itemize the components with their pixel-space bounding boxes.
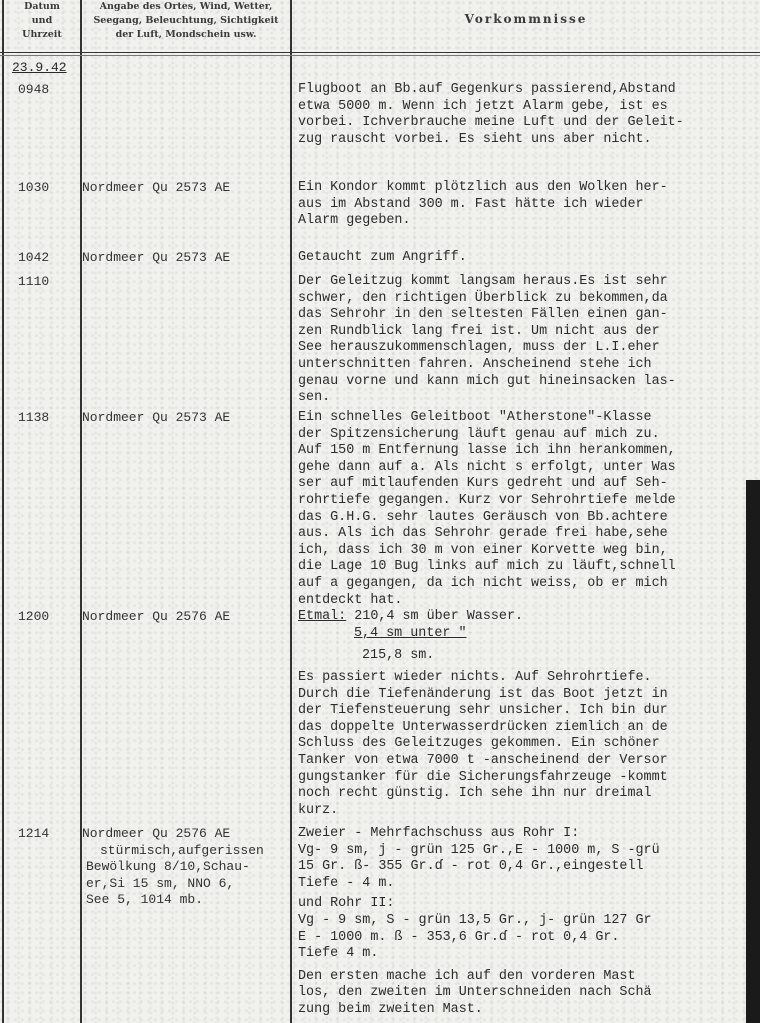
- text-line: gehe dann auf a. Als nicht s erfolgt, unter Was: [298, 459, 676, 475]
- etmal-total: 215,8 sm.: [362, 648, 435, 664]
- text-line: ich, dass ich 30 m von einer Korvette weg bin,: [298, 542, 668, 558]
- entry-etmal-1200: [298, 609, 752, 665]
- header-rule-2: [0, 55, 760, 56]
- place-line: stürmisch,aufgerissen: [100, 842, 264, 858]
- text-line: ser auf mitlaufenden Kurs gedreht und auf Seh-: [298, 476, 668, 492]
- text-line: rohrtiefe gegangen. Kurz vor Sehrohrtiefe melde: [298, 492, 676, 508]
- text-line: der Spitzensicherung läuft genau auf mich zu.: [298, 426, 660, 442]
- etmal-line-2: [298, 626, 752, 643]
- entry-place-1214: [82, 826, 264, 909]
- text-line: Der Geleitzug kommt langsam heraus.Es ist sehr: [298, 274, 668, 289]
- text-line: aus. Als ich das Sehrohr gerade frei habe,sehe: [298, 526, 668, 542]
- text-line: auf a gegangen, da ich nicht weiss, ob er mich: [298, 575, 668, 591]
- text-line: Es passiert wieder nichts. Auf Sehrohrtiefe.: [298, 670, 652, 685]
- header-date-line-3: Uhrzeit: [22, 29, 62, 40]
- text-line: Auf 150 m Entfernung lasse ich ihn herankommen,: [298, 443, 676, 459]
- text-line: noch recht günstig. Ich sehe ihn nur dreimal: [298, 786, 652, 802]
- etmal-line-3: [298, 648, 752, 665]
- entry-text-1200: [298, 670, 752, 819]
- header-place-column: [82, 0, 290, 42]
- text-line: E - 1000 m. ß - 353,6 Gr.ɗ - rot 0,4 Gr.: [298, 929, 620, 945]
- text-line: die Lage 10 Bug links auf mich zu läuft,schnell: [298, 559, 676, 575]
- entry-text-1138: [298, 410, 752, 609]
- text-line: Tiefe 4 m.: [298, 946, 379, 962]
- header-date-line-1: Datum: [24, 1, 60, 12]
- header-place-line-1: Angabe des Ortes, Wind, Wetter,: [99, 1, 273, 12]
- text-line: Vg - 9 sm, S - grün 13,5 Gr., j- grün 127 Gr: [298, 912, 652, 928]
- entry-time-1042: 1042: [18, 250, 50, 265]
- etmal-above-water: 210,4 sm über Wasser.: [354, 609, 524, 624]
- header-rule: [0, 52, 760, 53]
- place-line: er,Si 15 sm, NNO 6,: [86, 875, 235, 891]
- entry-text-1214: [298, 826, 752, 1019]
- text-line: das doppelte Unterwasserdrücken ziemlich an de: [298, 719, 668, 735]
- text-line: unterschnitten fahren. Anscheinend stehe ich: [298, 356, 652, 372]
- entry-place-1030: Nordmeer Qu 2573 AE: [82, 180, 231, 195]
- text-line: Tiefe - 4 m.: [298, 875, 395, 891]
- entry-time-1138: 1138: [18, 410, 50, 425]
- text-line: zen Rundblick lang frei ist. Um nicht aus der: [298, 323, 660, 339]
- text-line: zug rauscht vorbei. Es sieht uns aber nicht.: [298, 131, 652, 147]
- entry-time-1110: 1110: [18, 274, 50, 289]
- text-line: Tanker von etwa 7000 t -anscheinend der Versor: [298, 752, 668, 768]
- text-line: kurz.: [298, 802, 339, 818]
- place-line: See 5, 1014 mb.: [86, 892, 204, 908]
- text-line: gungstanker für die Sicherungsfahrzeuge -kommt: [298, 769, 668, 785]
- header-place-line-3: der Luft, Mondschein usw.: [115, 29, 257, 40]
- entry-time-0948: 0948: [18, 82, 50, 97]
- text-line: See herauszukommenschlagen, muss der L.I.eher: [298, 340, 660, 356]
- entry-text-1030: [298, 180, 752, 230]
- text-line: der Tiefensteuerung sehr unsicher. Ich bin dur: [298, 703, 668, 719]
- header-date-column: [4, 0, 80, 42]
- etmal-under-water: 5,4 sm unter ": [354, 625, 467, 641]
- entry-text-1042: [298, 250, 752, 267]
- text-line: sen.: [298, 390, 331, 406]
- header-events-title: Vorkommnisse: [464, 12, 588, 26]
- text-line: etwa 5000 m. Wenn ich jetzt Alarm gebe, ist es: [298, 98, 668, 114]
- text-line: vorbei. Ichverbrauche meine Luft und der Geleit-: [298, 115, 684, 131]
- text-line: Flugboot an Bb.auf Gegenkurs passierend,Abstand: [298, 82, 676, 97]
- text-line: Durch die Tiefenänderung ist das Boot jetzt in: [298, 686, 668, 702]
- entry-time-1030: 1030: [18, 180, 50, 195]
- text-line: zung beim zweiten Mast.: [298, 1001, 483, 1017]
- text-line: Ein Kondor kommt plötzlich aus den Wolken her-: [298, 180, 668, 195]
- column-rule-place: [290, 0, 292, 1023]
- text-line: Getaucht zum Angriff.: [298, 250, 467, 265]
- text-line: das Sehrohr in den seltesten Fällen einen gan-: [298, 307, 668, 323]
- entry-place-1200: Nordmeer Qu 2576 AE: [82, 609, 231, 624]
- etmal-line-1: [298, 609, 752, 626]
- scan-edge: [746, 480, 760, 1023]
- text-line: aus im Abstand 300 m. Fast hätte ich wieder: [298, 196, 644, 212]
- text-line: Ein schnelles Geleitboot "Atherstone"-Klasse: [298, 410, 652, 425]
- entry-time-1200: 1200: [18, 609, 50, 624]
- log-date: 23.9.42: [12, 60, 67, 75]
- entry-place-1042: Nordmeer Qu 2573 AE: [82, 250, 231, 265]
- text-line: los, den zweiten im Unterschneiden nach Schä: [298, 985, 652, 1001]
- header-date-line-2: und: [31, 15, 53, 26]
- text-line: genau vorne und kann mich gut hineinsacken las-: [298, 373, 676, 389]
- text-line: Alarm gegeben.: [298, 213, 411, 229]
- header-place-line-2: Seegang, Beleuchtung, Sichtigkeit: [93, 15, 279, 26]
- text-line: das G.H.G. sehr lautes Geräusch von Bb.achtere: [298, 509, 668, 525]
- entry-time-1214: 1214: [18, 826, 50, 841]
- text-line: entdeckt hat.: [298, 592, 403, 608]
- text-line: und Rohr II:: [298, 896, 395, 912]
- place-line: Nordmeer Qu 2576 AE: [82, 826, 231, 841]
- text-line: Zweier - Mehrfachschuss aus Rohr I:: [298, 826, 580, 841]
- text-line: Vg- 9 sm, j - grün 125 Gr.,E - 1000 m, S -grü: [298, 842, 660, 858]
- text-line: Den ersten mache ich auf den vorderen Mast: [298, 968, 636, 984]
- text-line: schwer, den richtigen Überblick zu bekommen,da: [298, 290, 668, 306]
- header-events-column: [292, 12, 760, 26]
- place-line: Bewölkung 8/10,Schau-: [86, 859, 250, 875]
- column-rule-left: [2, 0, 4, 1023]
- etmal-label: Etmal:: [298, 609, 347, 624]
- text-line: 15 Gr. ß- 355 Gr.ɗ - rot 0,4 Gr.,eingestell: [298, 859, 644, 875]
- text-line: Schluss des Geleitzuges gekommen. Ein schöner: [298, 736, 660, 752]
- entry-text-1110: [298, 274, 752, 407]
- entry-text-0948: [298, 82, 752, 148]
- entry-place-1138: Nordmeer Qu 2573 AE: [82, 410, 231, 425]
